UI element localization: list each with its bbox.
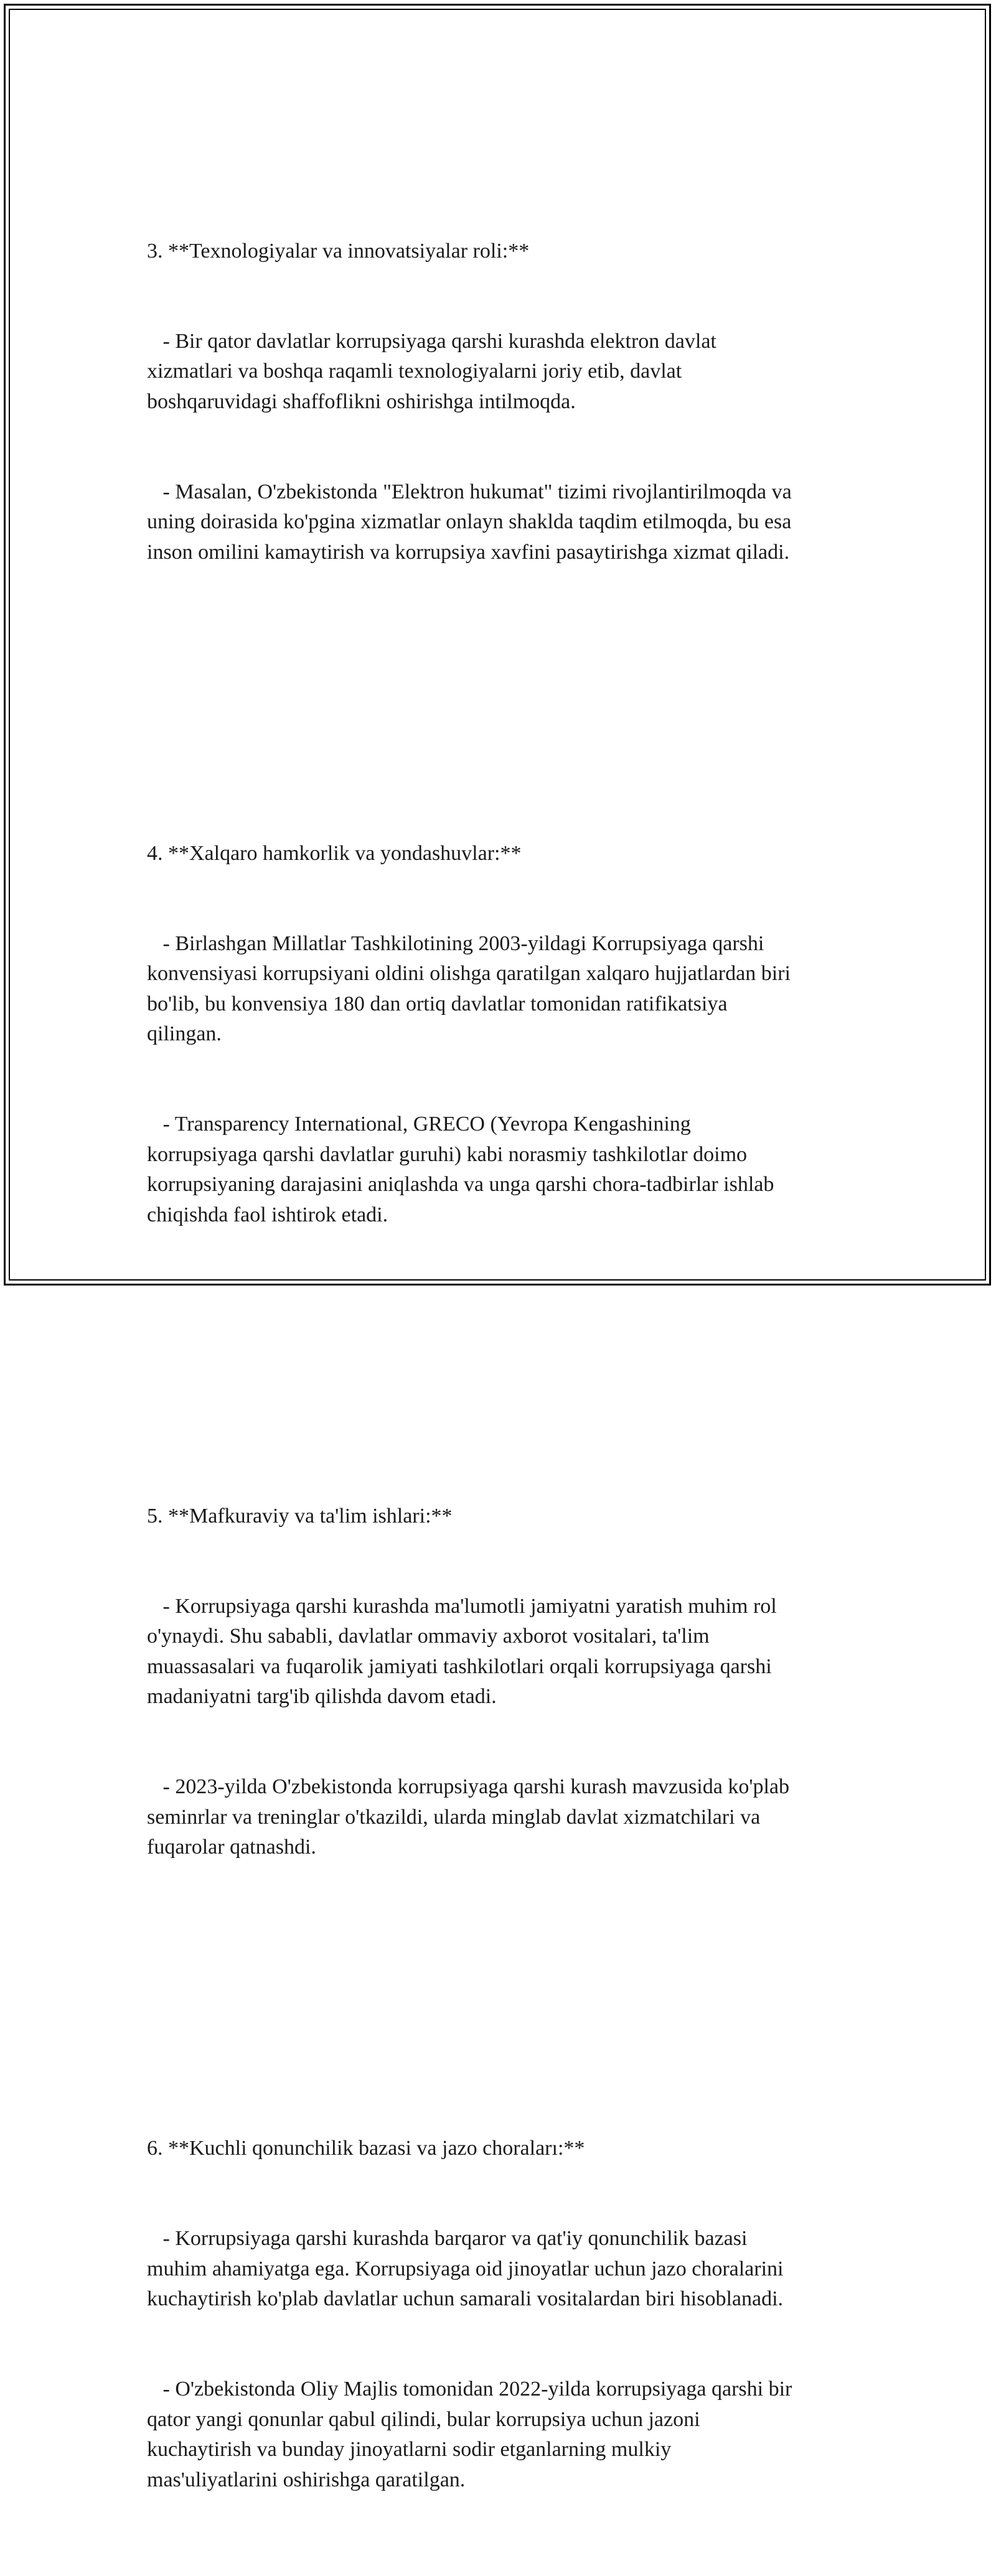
bullet-paragraph: - Bir qator davlatlar korrupsiyaga qarshi kurashda elektron davlat xizmatlari va boshqa raqamli texnologiyalarni joriy etib, davlat boshqaruvidagi shaffoflikni oshirishga intilmoqda. [147,329,716,413]
paragraph-spacer [147,688,869,718]
bullet-paragraph: - 2023-yilda O'zbekistonda korrupsiyaga qarshi kurash mavzusida ko'plab seminrlar va treninglar o'tkazildi, ularda minglab davlat xizmatchilari va fuqarolar qatnashdi. [147,1775,790,1859]
bullet-paragraph: - O'zbekistonda Oliy Majlis tomonidan 2022-yilda korrupsiyaga qarshi bir qator yangi qonunlar qabul qilindi, bular korrupsiya uchun jazoni kuchaytirish va bunday jinoyatlarni sodir etganlarning mulkiy mas'uliyatlarini oshirishga qaratilgan. [147,2378,792,2491]
paragraph-spacer [147,1983,869,2013]
bullet-paragraph: - Korrupsiyaga qarshi kurashda ma'lumotli jamiyatni yaratish muhim rol o'ynaydi. Shu sababli, davlatlar ommaviy axborot vositalari, ta'lim muassasalari va fuqarolik jamiyati tashkilotlari orqali korrupsiyaga qarshi madaniyatni targ'ib qilishda davom etadi. [147,1594,777,1709]
section-3 [147,176,869,628]
paragraph-spacer [147,1351,869,1381]
section-heading: 3. **Texnologiyalar va innovatsiyalar roli:** [147,239,530,263]
section-5 [147,1441,869,1923]
bullet-paragraph: - Korrupsiyaga qarshi kurashda barqaror va qat'iy qonunchilik bazasi muhim ahamiyatga ega. Korrupsiyaga oid jinoyatlar uchun jazo choralarini kuchaytirish ko'plab davlatlar uchun samarali vositalardan biri hisoblanadi. [147,2227,784,2311]
bullet-paragraph: - Masalan, O'zbekistonda "Elektron hukumat" tizimi rivojlantirilmoqda va uning doirasida ko'pgina xizmatlar onlayn shaklda taqdim etilmoqda, bu esa inson omilini kamaytirish va korrupsiya xavfini pasaytirishga xizmat qiladi. [147,480,792,564]
section-heading: 6. **Kuchli qonunchilik bazasi va jazo choraları:** [147,2137,585,2160]
section-6 [147,2073,869,2555]
bullet-paragraph: - Birlashgan Millatlar Tashkilotining 2003-yildagi Korrupsiyaga qarshi konvensiyasi korrupsiyani oldini olishga qaratilgan xalqaro hujjatlardan biri bo'lib, bu konvensiya 180 dan ortiq davlatlar tomonidan ratifikatsiya qilingan. [147,931,791,1046]
section-4 [147,778,869,1290]
section-heading: 5. **Mafkuraviy va ta'lim ishlari:** [147,1504,453,1528]
document-body [147,116,869,2576]
bullet-paragraph: - Transparency International, GRECO (Yevropa Kengashining korrupsiyaga qarshi davlatlar guruhi) kabi norasmiy tashkilotlar doimo korrupsiyaning darajasini aniqlashda va unga qarshi chora-tadbirlar ishlab chiqishda faol ishtirok etadi. [147,1113,774,1226]
section-heading: 4. **Xalqaro hamkorlik va yondashuvlar:** [147,841,522,865]
